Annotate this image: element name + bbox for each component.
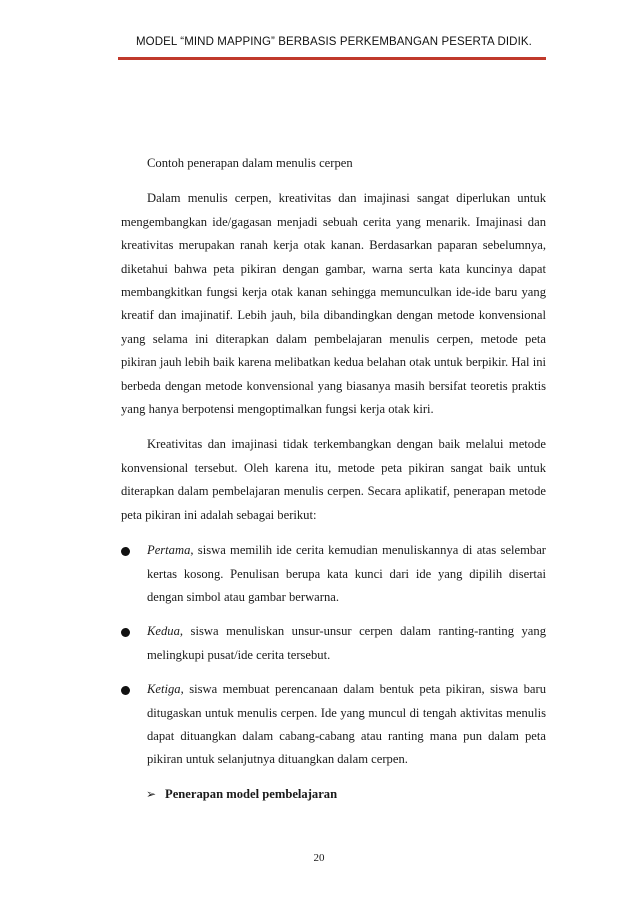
subheading-text: Penerapan model pembelajaran	[165, 786, 338, 801]
spacer	[121, 772, 546, 783]
list-item-text: , siswa membuat perencanaan dalam bentuk peta pikiran, siswa baru ditugaskan untuk menulis cerpen. Ide yang muncul di tengah aktivitas menulis dapat dituangkan dalam cabang-cabang atau ranting mana pun dalam peta pikiran untuk selanjutnya dituangkan dalam cerpen.	[147, 682, 546, 767]
paragraph-2: Kreativitas dan imajinasi tidak terkembangkan dengan baik melalui metode konvensional tersebut. Oleh karena itu, metode peta pikiran sangat baik untuk diterapkan dalam pembelajaran menulis cerpen. Secara aplikatif, penerapan metode peta pikiran ini adalah sebagai berikut:	[121, 437, 546, 522]
bullet-icon	[121, 686, 130, 695]
list-item-term: Ketiga	[147, 682, 181, 697]
list-item-term: Pertama	[147, 543, 191, 558]
spacer	[121, 609, 546, 620]
spacer	[121, 421, 546, 433]
bullet-icon	[121, 628, 130, 637]
spacer	[121, 667, 546, 678]
intro-label: Contoh penerapan dalam menulis cerpen	[147, 156, 353, 170]
list-item	[121, 539, 546, 609]
spacer	[121, 527, 546, 539]
page-body	[121, 152, 546, 806]
list-item-text: , siswa memilih ide cerita kemudian menuliskannya di atas selembar kertas kosong. Penulisan berupa kata kunci dari ide yang dipilih disertai dengan simbol atau gambar berwarna.	[147, 543, 546, 604]
paragraph-1: Dalam menulis cerpen, kreativitas dan imajinasi sangat diperlukan untuk mengembangkan ide/gagasan menjadi sebuah cerita yang menarik. Imajinasi dan kreativitas merupakan ranah kerja otak kanan. Berdasarkan paparan sebelumnya, diketahui bahwa peta pikiran dengan gambar, warna serta kata kuncinya dapat membangkitkan fungsi kerja otak kanan sehingga memunculkan ide-ide baru yang kreatif dan imajinatif. Lebih jauh, bila dibandingkan dengan metode konvensional yang selama ini diterapkan dalam pembelajaran menulis cerpen, metode peta pikiran jauh lebih baik karena melibatkan kedua belahan otak untuk berpikir. Hal ini berbeda dengan metode konvensional yang biasanya masih bersifat teoretis praktis yang hanya berpotensi mengoptimalkan fungsi kerja otak kiri.	[121, 191, 546, 417]
running-header: MODEL “MIND MAPPING” BERBASIS PERKEMBANGAN PESERTA DIDIK.	[136, 36, 532, 48]
arrow-bullet-icon: ➢	[146, 786, 157, 801]
list-item	[121, 620, 546, 667]
list-item-text: , siswa menuliskan unsur-unsur cerpen dalam ranting-ranting yang melingkupi pusat/ide cerita tersebut.	[147, 624, 546, 662]
page-number: 20	[313, 852, 325, 864]
section-subheading	[121, 783, 546, 806]
header-rule	[118, 57, 546, 60]
list-item	[121, 678, 546, 772]
spacer	[121, 175, 546, 187]
list-item-term: Kedua	[147, 624, 180, 639]
bullet-icon	[121, 547, 130, 556]
